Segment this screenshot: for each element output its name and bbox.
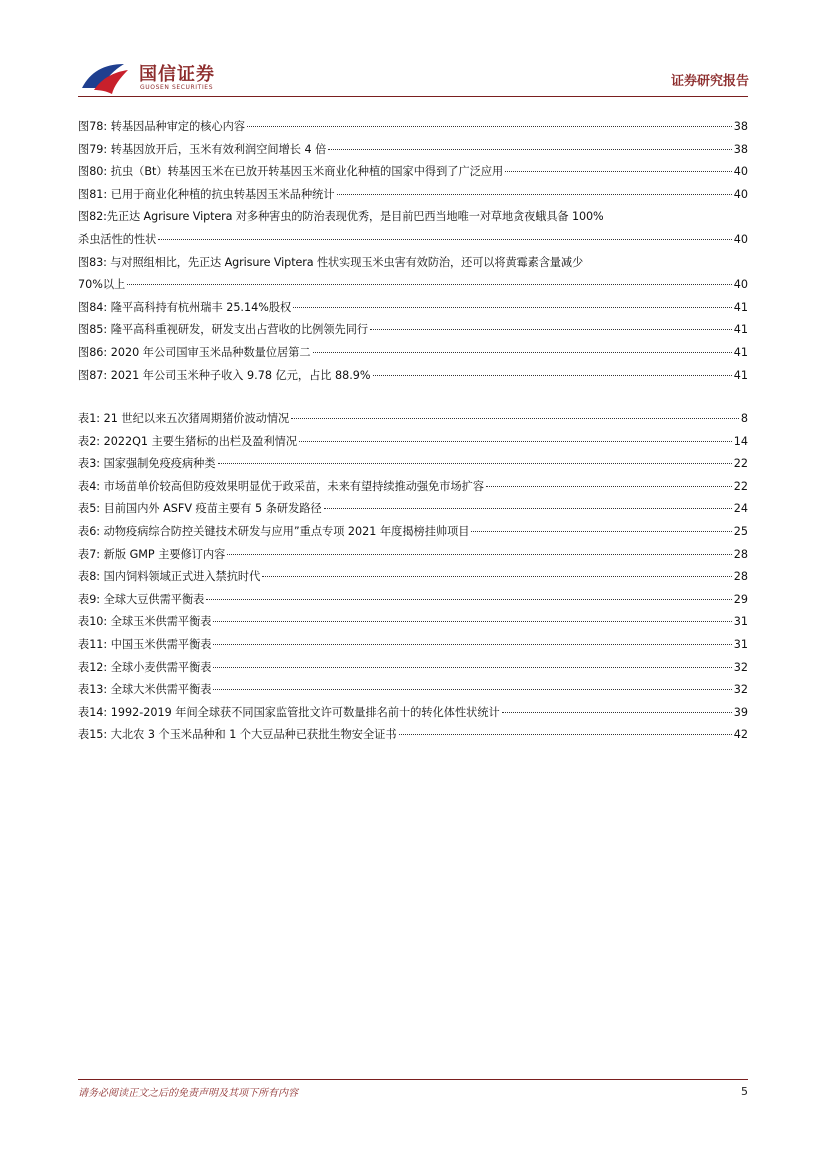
toc-title: 全球大米供需平衡表 — [110, 683, 212, 697]
dot-leader — [373, 374, 732, 376]
toc-title: 国内饲料领域正式进入禁抗时代 — [103, 570, 261, 584]
toc-label: 表14: — [78, 705, 108, 719]
dot-leader — [399, 733, 732, 735]
toc-label: 表2: — [78, 434, 101, 448]
brand-name: 国信证券 — [139, 64, 215, 85]
toc-page-number: 38 — [733, 142, 748, 156]
toc-label: 表9: — [78, 592, 101, 606]
toc-title-continued: 70%以上 — [78, 278, 126, 292]
toc-page-number: 28 — [733, 547, 748, 561]
dot-leader — [328, 148, 731, 150]
toc-page-number: 41 — [733, 345, 748, 359]
report-type: 证券研究报告 — [670, 74, 749, 89]
footer-divider — [78, 1079, 748, 1080]
toc-title: 先正达 Agrisure Viptera 对多种害虫的防治表现优秀，是目前巴西当地唯一对草地贪夜蛾具备 100% — [106, 210, 604, 224]
toc-page-number: 40 — [733, 232, 748, 246]
guosen-logo-icon — [80, 58, 130, 96]
toc-label: 表5: — [78, 502, 101, 516]
toc-title: 2022Q1 主要生猪标的出栏及盈利情况 — [103, 434, 298, 448]
disclaimer-note: 请务必阅读正文之后的免责声明及其项下所有内容 — [78, 1088, 298, 1099]
toc-entry[interactable] — [78, 453, 748, 476]
dot-leader — [486, 485, 732, 487]
toc-entry[interactable] — [78, 498, 748, 521]
dot-leader — [502, 711, 732, 713]
toc-entry[interactable] — [78, 657, 748, 680]
toc-page-number: 39 — [733, 705, 748, 719]
toc-entry[interactable] — [78, 116, 748, 139]
toc-entry[interactable] — [78, 184, 748, 207]
toc-page-number: 24 — [733, 502, 748, 516]
toc-title: 隆平高科持有杭州瑞丰 25.14%股权 — [110, 300, 292, 314]
dot-leader — [247, 125, 732, 127]
toc-entry[interactable] — [78, 702, 748, 725]
toc-title: 动物疫病综合防控关键技术研发与应用”重点专项 2021 年度揭榜挂帅项目 — [103, 524, 470, 538]
toc-page-number: 22 — [733, 457, 748, 471]
dot-leader — [227, 553, 731, 555]
toc-entry[interactable] — [78, 679, 748, 702]
toc-label: 图85: — [78, 323, 108, 337]
toc-page-number: 42 — [733, 728, 748, 742]
toc-title: 21 世纪以来五次猪周期猪价波动情况 — [103, 412, 290, 425]
toc-entry[interactable] — [78, 365, 748, 388]
toc-entry[interactable] — [78, 521, 748, 544]
toc-entry[interactable] — [78, 634, 748, 657]
dot-leader — [293, 306, 732, 308]
dot-leader — [213, 643, 731, 645]
toc-page-number: 8 — [740, 412, 748, 425]
dot-leader — [505, 170, 732, 172]
toc-title: 全球玉米供需平衡表 — [110, 615, 212, 629]
dot-leader — [370, 328, 732, 330]
toc-label: 表3: — [78, 457, 101, 471]
toc-label: 图87: — [78, 368, 108, 382]
toc-label: 表13: — [78, 683, 108, 697]
toc-label: 图84: — [78, 300, 108, 314]
dot-leader — [313, 351, 732, 353]
toc-title: 大北农 3 个玉米品种和 1 个大豆品种已获批生物安全证书 — [110, 728, 397, 742]
brand-name-en: GUOSEN SECURITIES — [140, 84, 214, 91]
toc-page-number: 28 — [733, 570, 748, 584]
toc-title: 国家强制免疫疫病种类 — [103, 457, 216, 471]
toc-title: 全球大豆供需平衡表 — [103, 592, 205, 606]
toc-title: 与对照组相比，先正达 Agrisure Viptera 性状实现玉米虫害有效防治，还可以将黄霉素含量减少 — [110, 255, 584, 269]
toc-entry[interactable] — [78, 342, 748, 365]
toc-title: 目前国内外 ASFV 疫苗主要有 5 条研发路径 — [103, 502, 322, 516]
toc-page-number: 31 — [733, 615, 748, 629]
toc-entry[interactable] — [78, 297, 748, 320]
toc-entry[interactable] — [78, 566, 748, 589]
toc-title-continued: 杀虫活性的性状 — [78, 232, 157, 246]
toc-entry[interactable] — [78, 476, 748, 499]
dot-leader — [127, 283, 732, 285]
toc-title: 2021 年公司玉米种子收入 9.78 亿元，占比 88.9% — [110, 368, 371, 382]
toc-title: 市场苗单价较高但防疫效果明显优于政采苗，未来有望持续推动强免市场扩容 — [103, 479, 485, 493]
toc-entry[interactable] — [78, 589, 748, 612]
dot-leader — [213, 666, 731, 668]
toc-label: 图81: — [78, 187, 108, 201]
toc-page-number: 29 — [733, 592, 748, 606]
toc-title: 抗虫（Bt）转基因玉米在已放开转基因玉米商业化种植的国家中得到了广泛应用 — [110, 165, 504, 179]
toc-label: 表12: — [78, 660, 108, 674]
toc-label: 图80: — [78, 165, 108, 179]
toc-page-number: 38 — [733, 120, 748, 133]
page-number: 5 — [741, 1085, 748, 1098]
toc-page-number: 41 — [733, 300, 748, 314]
toc-label: 表15: — [78, 728, 108, 742]
toc-title: 隆平高科重视研发，研发支出占营收的比例领先同行 — [110, 323, 369, 337]
toc-title: 转基因品种审定的核心内容 — [110, 120, 246, 133]
toc-label: 表11: — [78, 637, 108, 651]
toc-title: 已用于商业化种植的抗虫转基因玉米品种统计 — [110, 187, 335, 201]
toc-title: 中国玉米供需平衡表 — [110, 637, 212, 651]
toc-page-number: 32 — [733, 660, 748, 674]
toc-entry[interactable] — [78, 206, 748, 251]
dot-leader — [471, 530, 731, 532]
toc-entry[interactable] — [78, 611, 748, 634]
toc-page-number: 22 — [733, 479, 748, 493]
toc-entry[interactable] — [78, 319, 748, 342]
toc-page-number: 32 — [733, 683, 748, 697]
dot-leader — [337, 193, 732, 195]
toc-entry[interactable] — [78, 724, 748, 747]
toc-entry[interactable] — [78, 431, 748, 454]
toc-entry[interactable] — [78, 139, 748, 162]
toc-page-number: 14 — [733, 434, 748, 448]
dot-leader — [213, 688, 731, 690]
dot-leader — [299, 440, 732, 442]
dot-leader — [158, 238, 731, 240]
dot-leader — [218, 462, 732, 464]
toc-title: 1992-2019 年间全球获不同国家监管批文许可数量排名前十的转化体性状统计 — [110, 705, 500, 719]
toc-page-number: 31 — [733, 637, 748, 651]
toc-page-number: 40 — [733, 278, 748, 292]
toc-entry[interactable] — [78, 408, 748, 431]
header-divider — [78, 96, 748, 97]
toc-page-number: 41 — [733, 323, 748, 337]
toc-label: 图82: — [78, 210, 107, 224]
toc-label: 表4: — [78, 479, 101, 493]
table-list — [78, 408, 748, 747]
toc-label: 表1: — [78, 412, 101, 425]
toc-label: 图78: — [78, 120, 108, 133]
dot-leader — [213, 620, 731, 622]
dot-leader — [324, 507, 732, 509]
toc-label: 图83: — [78, 255, 107, 269]
toc-title: 新版 GMP 主要修订内容 — [103, 547, 226, 561]
figure-list — [78, 116, 748, 387]
toc-label: 表6: — [78, 524, 101, 538]
toc-entry[interactable] — [78, 544, 748, 567]
toc-page-number: 41 — [733, 368, 748, 382]
toc-label: 表7: — [78, 547, 101, 561]
toc-page-number: 40 — [733, 165, 748, 179]
toc-label: 表8: — [78, 570, 101, 584]
toc-label: 图86: — [78, 345, 108, 359]
dot-leader — [206, 598, 731, 600]
toc-title: 转基因放开后，玉米有效利润空间增长 4 倍 — [110, 142, 327, 156]
toc-label: 表10: — [78, 615, 108, 629]
toc-entry[interactable] — [78, 252, 748, 297]
toc-page-number: 25 — [733, 524, 748, 538]
toc-entry[interactable] — [78, 161, 748, 184]
dot-leader — [291, 417, 739, 419]
page-header — [0, 0, 827, 100]
toc-title: 2020 年公司国审玉米品种数量位居第二 — [110, 345, 311, 359]
toc-page-number: 40 — [733, 187, 748, 201]
toc-title: 全球小麦供需平衡表 — [110, 660, 212, 674]
toc-label: 图79: — [78, 142, 108, 156]
dot-leader — [262, 575, 731, 577]
